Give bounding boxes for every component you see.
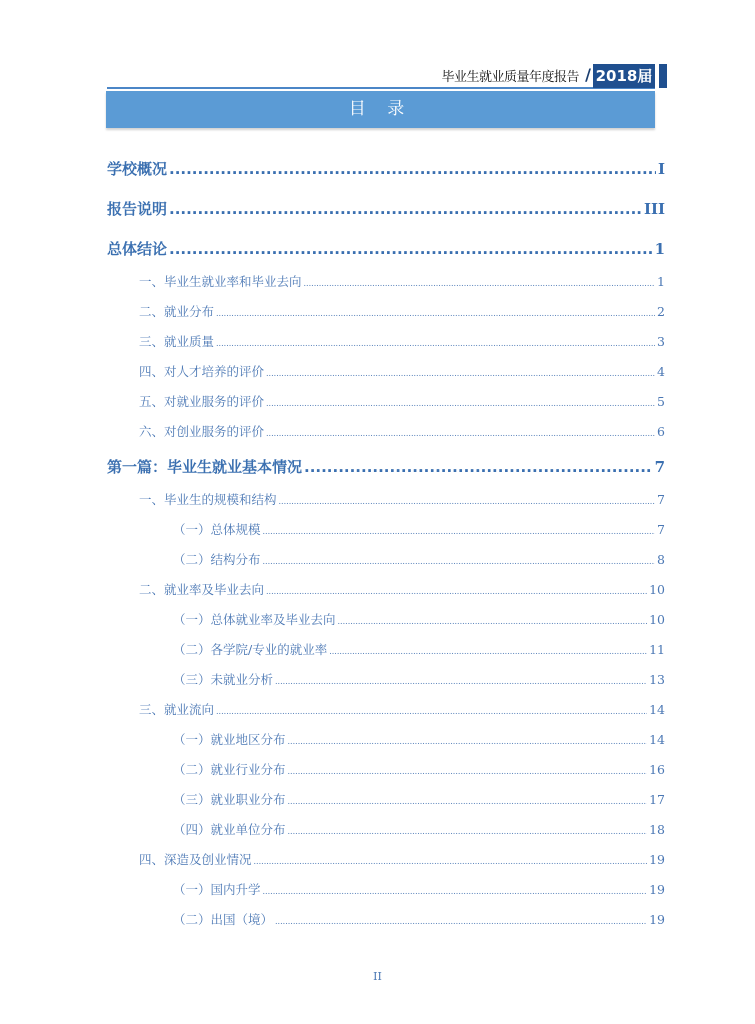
toc-entry-level3[interactable] xyxy=(173,730,665,748)
toc-entry-title: （一）总体规模 xyxy=(173,522,261,537)
toc-entry-level2[interactable] xyxy=(139,580,665,598)
toc-entry-level1[interactable] xyxy=(107,198,665,219)
toc-entry-page: 19 xyxy=(649,912,665,927)
toc-dot-leader xyxy=(288,797,648,806)
toc-entry-level3[interactable] xyxy=(173,610,665,628)
toc-entry-page: 16 xyxy=(649,762,665,777)
toc-entry-title: 总体结论 xyxy=(107,240,168,258)
toc-entry-level2[interactable] xyxy=(139,700,665,718)
toc-entry-level2[interactable] xyxy=(139,850,665,868)
toc-entry-title: 报告说明 xyxy=(107,200,168,218)
toc-entry-page: 4 xyxy=(657,364,665,379)
toc-dot-leader xyxy=(304,279,656,288)
toc-entry-title: （四）就业单位分布 xyxy=(173,822,286,837)
toc-entry-page: 13 xyxy=(649,672,665,687)
toc-dot-leader xyxy=(279,497,656,506)
toc-entry-title: 四、对人才培养的评价 xyxy=(139,364,265,379)
toc-dot-leader xyxy=(263,557,656,566)
toc-entry-level2[interactable] xyxy=(139,490,665,508)
toc-entry-title: 学校概况 xyxy=(107,160,168,178)
toc-entry-page: 7 xyxy=(657,492,665,507)
toc-entry-level3[interactable] xyxy=(173,760,665,778)
page-number: II xyxy=(373,970,382,983)
toc-entry-title: 二、就业分布 xyxy=(139,304,215,319)
toc-entry-title: 一、毕业生的规模和结构 xyxy=(139,492,277,507)
toc-dot-leader xyxy=(275,917,647,926)
toc-entry-level3[interactable] xyxy=(173,790,665,808)
toc-entry-title: （二）各学院/专业的就业率 xyxy=(173,642,328,657)
toc-dot-leader xyxy=(275,677,647,686)
toc-entry-page: III xyxy=(643,200,665,218)
toc-dot-leader xyxy=(169,160,656,178)
toc-dot-leader xyxy=(266,399,655,408)
toc-entry-page: 11 xyxy=(649,642,665,657)
toc-entry-level2[interactable] xyxy=(139,332,665,350)
toc-entry-page: 2 xyxy=(657,304,665,319)
toc-entry-title: 六、对创业服务的评价 xyxy=(139,424,265,439)
toc-entry-page: I xyxy=(657,160,665,178)
toc-dot-leader xyxy=(263,527,656,536)
toc-entry-page: 5 xyxy=(657,394,665,409)
toc-entry-title: （三）未就业分析 xyxy=(173,672,274,687)
toc-entry-level3[interactable] xyxy=(173,520,665,538)
toc-dot-leader xyxy=(266,587,647,596)
toc-entry-page: 1 xyxy=(654,240,665,258)
toc-entry-page: 14 xyxy=(649,732,665,747)
toc-entry-level1[interactable] xyxy=(107,456,665,477)
toc-dot-leader xyxy=(216,339,655,348)
toc-entry-level1[interactable] xyxy=(107,238,665,259)
toc-dot-leader xyxy=(288,827,648,836)
toc-entry-level1[interactable] xyxy=(107,158,665,179)
toc-entry-level2[interactable] xyxy=(139,362,665,380)
toc-entry-title: （二）出国（境） xyxy=(173,912,274,927)
toc-dot-leader xyxy=(288,737,648,746)
toc-entry-title: 三、就业流向 xyxy=(139,702,215,717)
toc-entry-level3[interactable] xyxy=(173,550,665,568)
toc-entry-page: 18 xyxy=(649,822,665,837)
toc-entry-level2[interactable] xyxy=(139,272,665,290)
toc-entry-title: 一、毕业生就业率和毕业去向 xyxy=(139,274,302,289)
toc-entry-title: 二、就业率及毕业去向 xyxy=(139,582,265,597)
toc-entry-title: 五、对就业服务的评价 xyxy=(139,394,265,409)
toc-entry-page: 6 xyxy=(657,424,665,439)
toc-entry-title: 四、深造及创业情况 xyxy=(139,852,252,867)
toc-entry-level3[interactable] xyxy=(173,880,665,898)
header-title: 毕业生就业质量年度报告 xyxy=(441,70,579,85)
toc-dot-leader xyxy=(169,200,642,218)
toc-entry-title: 第一篇：毕业生就业基本情况 xyxy=(107,458,303,476)
toc-entry-title: （一）国内升学 xyxy=(173,882,261,897)
toc-entry-title: 三、就业质量 xyxy=(139,334,215,349)
toc-dot-leader xyxy=(266,429,655,438)
toc-entry-level2[interactable] xyxy=(139,422,665,440)
toc-dot-leader xyxy=(254,857,648,866)
toc-dot-leader xyxy=(266,369,655,378)
toc-entry-page: 8 xyxy=(657,552,665,567)
toc-entry-page: 10 xyxy=(649,612,665,627)
toc-dot-leader xyxy=(288,767,648,776)
toc-entry-page: 1 xyxy=(657,274,665,289)
header-year-badge: 2018届 xyxy=(593,64,655,88)
toc-entry-level2[interactable] xyxy=(139,302,665,320)
toc-entry-page: 17 xyxy=(649,792,665,807)
toc-entry-page: 14 xyxy=(649,702,665,717)
toc-dot-leader xyxy=(216,707,647,716)
toc-entry-level3[interactable] xyxy=(173,910,665,928)
toc-dot-leader xyxy=(338,617,648,626)
toc-dot-leader xyxy=(263,887,648,896)
toc-entry-level3[interactable] xyxy=(173,670,665,688)
toc-entry-page: 19 xyxy=(649,882,665,897)
toc-title-band: 目 录 xyxy=(106,91,655,128)
toc-entry-page: 7 xyxy=(654,458,665,476)
toc-entry-title: （二）就业行业分布 xyxy=(173,762,286,777)
toc-entry-page: 19 xyxy=(649,852,665,867)
toc-dot-leader xyxy=(304,458,653,476)
toc-entry-title: （一）总体就业率及毕业去向 xyxy=(173,612,336,627)
toc-dot-leader xyxy=(216,309,655,318)
header-slash: / xyxy=(585,65,591,84)
toc-entry-title: （三）就业职业分布 xyxy=(173,792,286,807)
toc-entry-title: （二）结构分布 xyxy=(173,552,261,567)
toc-dot-leader xyxy=(329,647,647,656)
toc-entry-level3[interactable] xyxy=(173,820,665,838)
toc-entry-page: 3 xyxy=(657,334,665,349)
toc-entry-title: （一）就业地区分布 xyxy=(173,732,286,747)
toc-entry-level2[interactable] xyxy=(139,392,665,410)
toc-entry-page: 7 xyxy=(657,522,665,537)
toc-entry-level3[interactable] xyxy=(173,640,665,658)
toc-entry-page: 10 xyxy=(649,582,665,597)
toc-dot-leader xyxy=(169,240,653,258)
